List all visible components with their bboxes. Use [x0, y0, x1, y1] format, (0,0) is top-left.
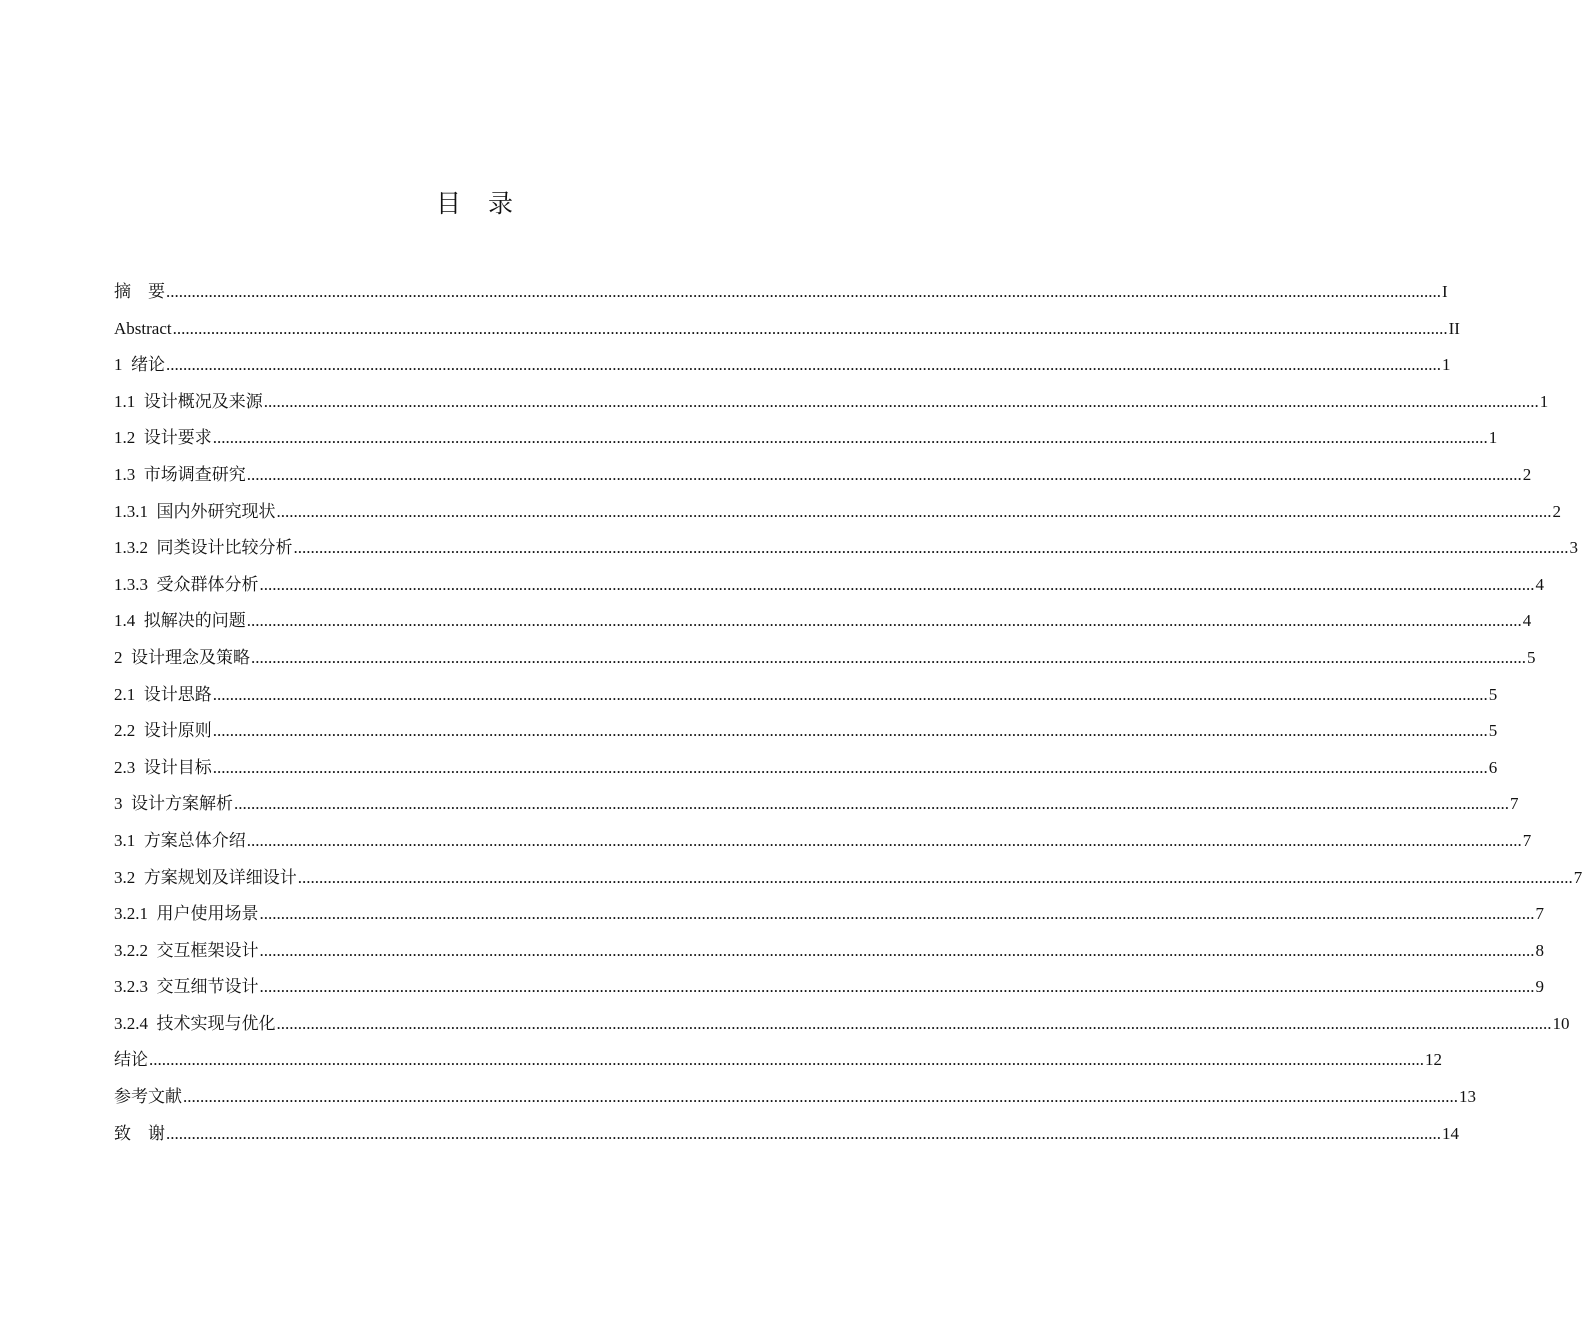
toc-entry[interactable] — [114, 713, 1498, 750]
toc-entry[interactable] — [114, 530, 1578, 567]
toc-entry[interactable] — [114, 311, 1460, 348]
toc-dot-leader: ............................................................................................................................................................................................................................................................................................................ — [172, 318, 1448, 338]
toc-entry[interactable] — [114, 457, 1532, 494]
toc-entry-label: 1.3.2 同类设计比较分析 — [114, 538, 293, 558]
toc-dot-leader: ............................................................................................................................................................................................................................................................................................................ — [297, 867, 1573, 887]
toc-entry-label: 1.3 市场调查研究 — [114, 464, 246, 484]
toc-list — [114, 274, 1582, 1152]
toc-entry-page: 5 — [1527, 647, 1536, 667]
toc-entry-page: 14 — [1442, 1123, 1459, 1143]
toc-entry[interactable] — [114, 420, 1498, 457]
toc-entry-page: 2 — [1552, 501, 1561, 521]
toc-dot-leader: ............................................................................................................................................................................................................................................................................................................ — [166, 355, 1441, 375]
toc-entry-label: 2.1 设计思路 — [114, 684, 212, 704]
toc-entry[interactable] — [114, 823, 1532, 860]
toc-dot-leader: ............................................................................................................................................................................................................................................................................................................ — [212, 684, 1488, 704]
toc-entry[interactable] — [114, 933, 1544, 970]
toc-dot-leader: ............................................................................................................................................................................................................................................................................................................ — [183, 1087, 1458, 1107]
toc-entry-label: 3.2 方案规划及详细设计 — [114, 867, 297, 887]
toc-entry-label: 3.2.1 用户使用场景 — [114, 904, 259, 924]
toc-dot-leader: ............................................................................................................................................................................................................................................................................................................ — [212, 721, 1488, 741]
toc-entry[interactable] — [114, 494, 1561, 531]
toc-entry-page: 1 — [1442, 355, 1451, 375]
toc-entry[interactable] — [114, 860, 1582, 897]
toc-entry-page: 3 — [1569, 538, 1578, 558]
toc-entry-label: 2.2 设计原则 — [114, 721, 212, 741]
toc-entry[interactable] — [114, 896, 1544, 933]
toc-dot-leader: ............................................................................................................................................................................................................................................................................................................ — [246, 611, 1522, 631]
toc-entry-page: 10 — [1552, 1013, 1570, 1033]
toc-dot-leader: ............................................................................................................................................................................................................................................................................................................ — [293, 538, 1569, 558]
toc-entry[interactable] — [114, 1079, 1476, 1116]
toc-entry-page: 8 — [1535, 940, 1544, 960]
toc-entry-label: 2.3 设计目标 — [114, 757, 212, 777]
toc-dot-leader: ............................................................................................................................................................................................................................................................................................................ — [276, 1013, 1552, 1033]
toc-dot-leader: ............................................................................................................................................................................................................................................................................................................ — [251, 647, 1526, 667]
toc-entry[interactable] — [114, 640, 1536, 677]
toc-dot-leader: ............................................................................................................................................................................................................................................................................................................ — [166, 1123, 1441, 1143]
toc-entry-page: 5 — [1488, 684, 1498, 704]
toc-dot-leader: ............................................................................................................................................................................................................................................................................................................ — [212, 428, 1488, 448]
toc-entry-label: 3 设计方案解析 — [114, 794, 233, 814]
toc-entry[interactable] — [114, 1042, 1442, 1079]
toc-entry-label: 1.2 设计要求 — [114, 428, 212, 448]
toc-title: 目 录 — [435, 189, 514, 218]
toc-entry[interactable] — [114, 1116, 1459, 1153]
toc-entry-label: Abstract — [114, 318, 172, 338]
toc-entry-label: 1.3.1 国内外研究现状 — [114, 501, 276, 521]
toc-entry-label: 结论 — [114, 1050, 148, 1070]
toc-entry-label: 致 谢 — [114, 1123, 165, 1143]
toc-dot-leader: ............................................................................................................................................................................................................................................................................................................ — [212, 757, 1488, 777]
toc-dot-leader: ............................................................................................................................................................................................................................................................................................................ — [276, 501, 1552, 521]
toc-entry-page: 7 — [1535, 904, 1544, 924]
toc-entry-page: II — [1448, 318, 1460, 338]
toc-entry[interactable] — [114, 347, 1451, 384]
toc-entry-label: 3.2.2 交互框架设计 — [114, 940, 259, 960]
toc-entry-page: 12 — [1425, 1050, 1442, 1070]
toc-entry-page: 6 — [1488, 757, 1498, 777]
toc-entry[interactable] — [114, 750, 1498, 787]
toc-entry-label: 2 设计理念及策略 — [114, 647, 250, 667]
toc-entry-page: 7 — [1522, 830, 1532, 850]
toc-entry-page: 13 — [1459, 1087, 1476, 1107]
toc-entry[interactable] — [114, 786, 1519, 823]
toc-entry-page: 1 — [1488, 428, 1498, 448]
toc-entry-page: 4 — [1535, 574, 1544, 594]
toc-entry-label: 3.1 方案总体介绍 — [114, 830, 246, 850]
toc-entry-page: I — [1442, 282, 1448, 301]
toc-entry-label: 参考文献 — [114, 1087, 182, 1107]
toc-dot-leader: ............................................................................................................................................................................................................................................................................................................ — [166, 282, 1441, 301]
toc-entry[interactable] — [114, 677, 1498, 714]
toc-dot-leader: ............................................................................................................................................................................................................................................................................................................ — [259, 977, 1535, 997]
toc-entry-label: 3.2.4 技术实现与优化 — [114, 1013, 276, 1033]
toc-entry-label: 3.2.3 交互细节设计 — [114, 977, 259, 997]
toc-entry-page: 2 — [1522, 464, 1532, 484]
toc-entry[interactable] — [114, 969, 1544, 1006]
toc-entry-page: 9 — [1535, 977, 1544, 997]
toc-dot-leader: ............................................................................................................................................................................................................................................................................................................ — [234, 794, 1509, 814]
toc-entry-label: 1.3.3 受众群体分析 — [114, 574, 259, 594]
toc-dot-leader: ............................................................................................................................................................................................................................................................................................................ — [259, 574, 1535, 594]
toc-entry-label: 1.1 设计概况及来源 — [114, 391, 263, 411]
toc-entry-page: 4 — [1522, 611, 1532, 631]
toc-dot-leader: ............................................................................................................................................................................................................................................................................................................ — [246, 830, 1522, 850]
toc-entry-page: 7 — [1573, 867, 1582, 887]
toc-entry[interactable] — [114, 603, 1532, 640]
toc-entry-label: 1.4 拟解决的问题 — [114, 611, 246, 631]
toc-dot-leader: ............................................................................................................................................................................................................................................................................................................ — [263, 391, 1539, 411]
toc-dot-leader: ............................................................................................................................................................................................................................................................................................................ — [259, 940, 1535, 960]
toc-dot-leader: ............................................................................................................................................................................................................................................................................................................ — [246, 464, 1522, 484]
toc-entry[interactable] — [114, 384, 1549, 421]
toc-dot-leader: ............................................................................................................................................................................................................................................................................................................ — [149, 1050, 1424, 1070]
toc-entry-page: 5 — [1488, 721, 1498, 741]
toc-dot-leader: ............................................................................................................................................................................................................................................................................................................ — [259, 904, 1535, 924]
toc-entry-label: 1 绪论 — [114, 355, 165, 375]
toc-entry[interactable] — [114, 567, 1544, 604]
toc-entry-page: 7 — [1510, 794, 1519, 814]
toc-entry[interactable] — [114, 274, 1448, 311]
toc-entry[interactable] — [114, 1006, 1570, 1043]
toc-entry-page: 1 — [1539, 391, 1549, 411]
toc-entry-label: 摘 要 — [114, 282, 165, 301]
